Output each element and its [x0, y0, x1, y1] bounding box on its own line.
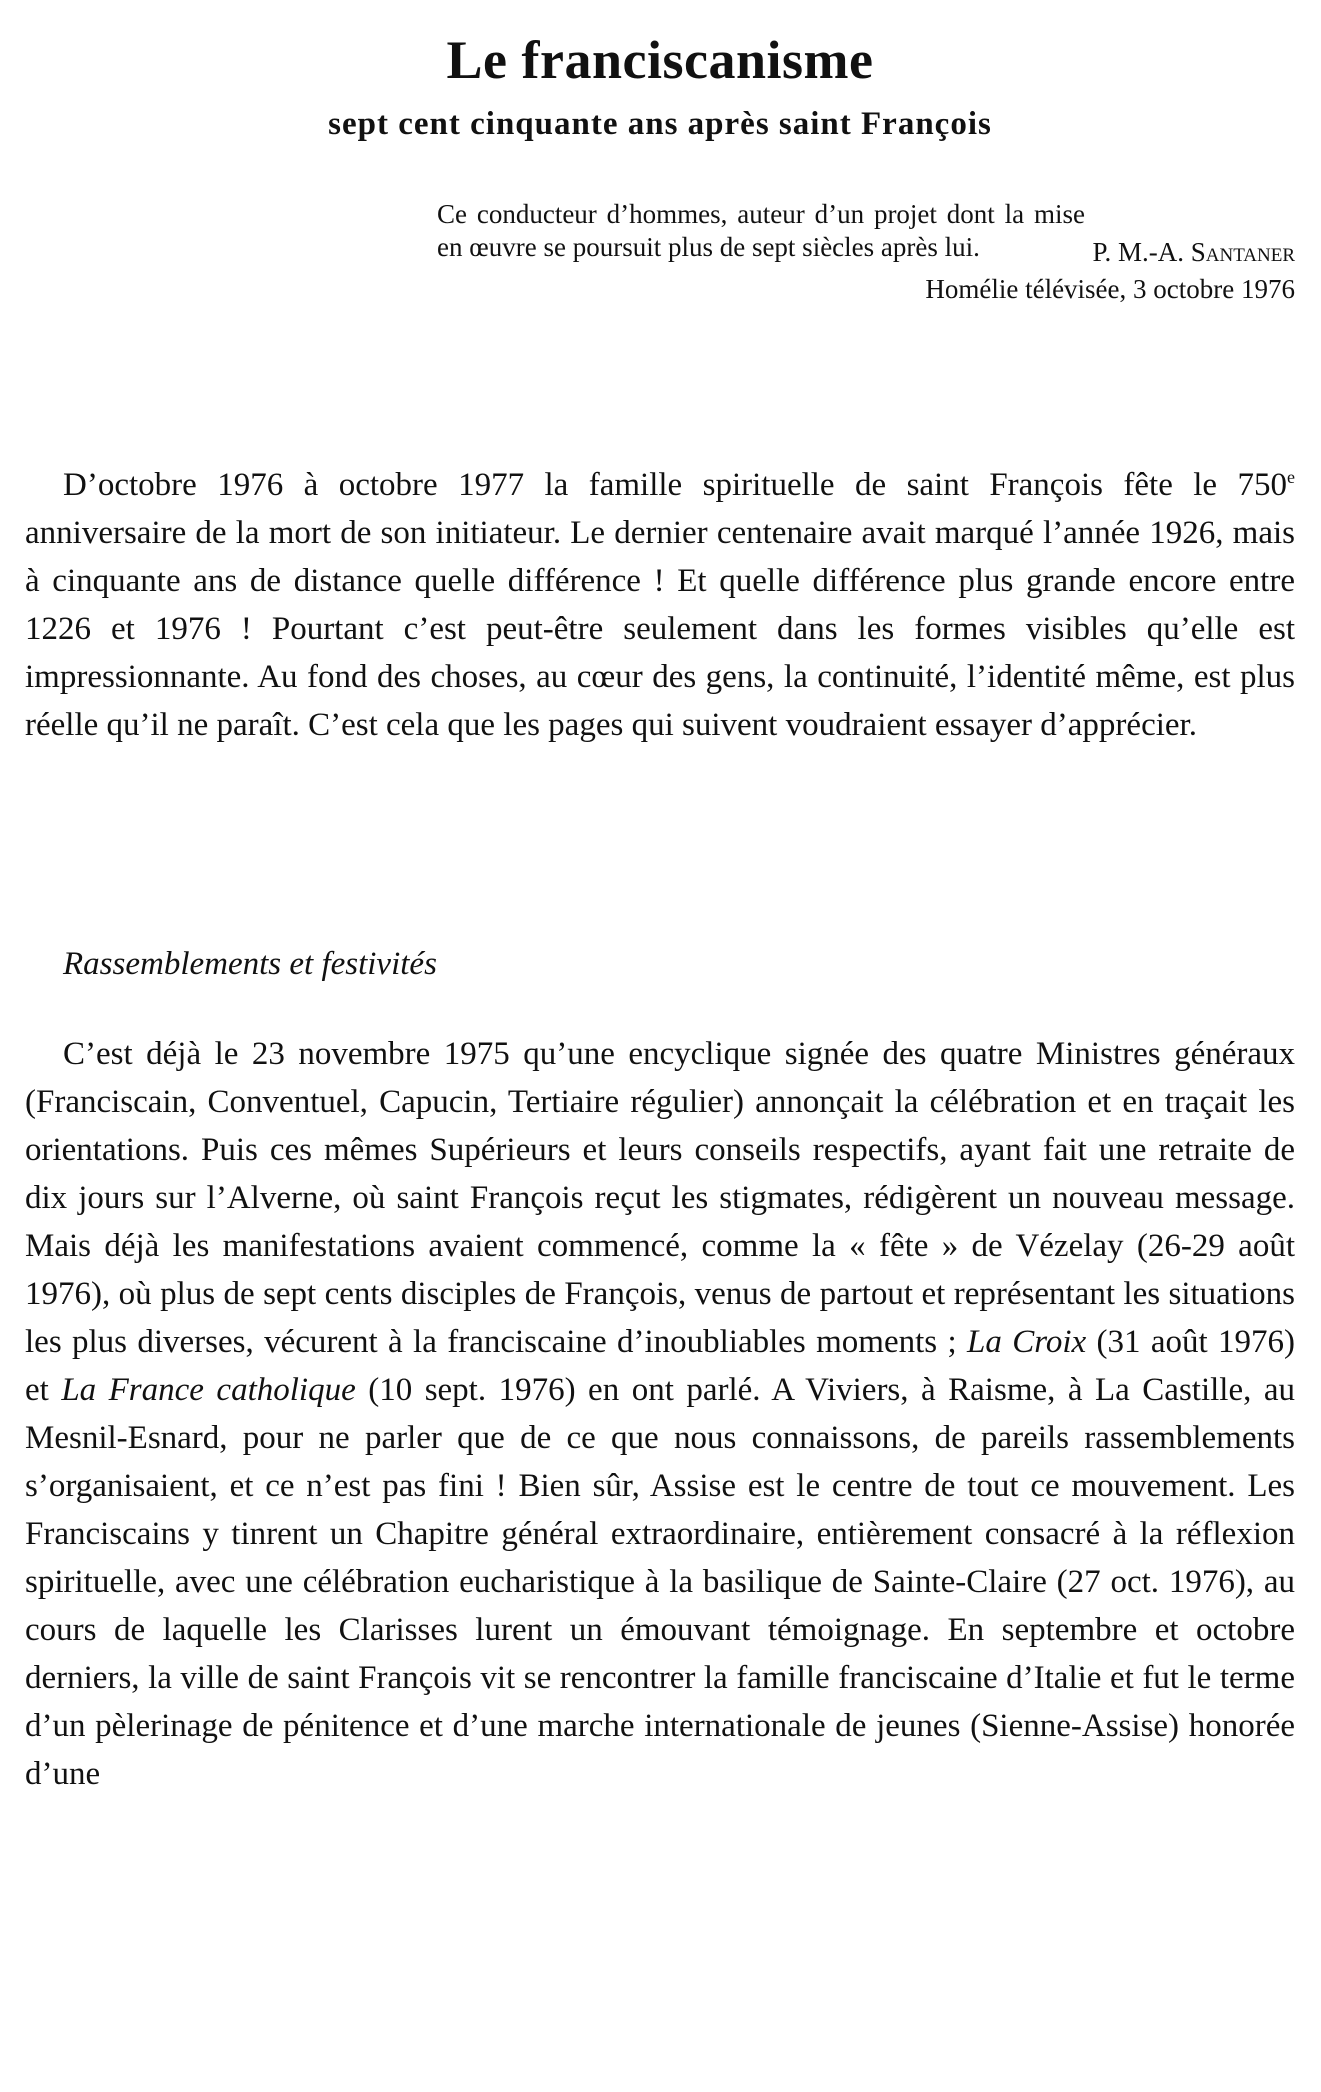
page-subtitle: sept cent cinquante ans après saint François: [328, 106, 992, 142]
intro-text-part1: D’octobre 1976 à octobre 1977 la famille spirituelle de saint François fête le 750: [63, 467, 1287, 503]
ordinal-suffix: e: [1287, 467, 1295, 487]
epigraph-author-surname: Santaner: [1190, 237, 1295, 267]
journal-title: La Croix: [967, 1324, 1087, 1360]
section-paragraph: [25, 1030, 1295, 1798]
epigraph-source: Homélie télévisée, 3 octobre 1976: [925, 274, 1295, 304]
epigraph-author-initials: P. M.-A.: [1092, 237, 1191, 267]
section-heading: Rassemblements et festivités: [63, 946, 437, 982]
section-text-part2: (31 août 1976) et: [25, 1324, 1296, 1408]
intro-paragraph: [25, 461, 1295, 749]
page-title: Le franciscanisme: [446, 30, 874, 90]
journal-title: La France catholique: [61, 1372, 356, 1408]
section-text-part3: (10 sept. 1976) en ont parlé. A Viviers, à Raisme, à La Castille, au Mesnil-Esnard, pour ne parler que de ce que nous connaissons, de pareils rassemblements s’organisaient, et ce n’est pas fini ! Bien sûr, Assise est le centre de tout ce mouvement. Les Franciscains y tinrent un Chapitre général extraordinaire, entièrement consacré à la réflexion spirituelle, avec une célébration eucharistique à la basilique de Sainte-Claire (27 oct. 1976), au cours de laquelle les Clarisses lurent un émouvant témoignage. En septembre et octobre derniers, la ville de saint François vit se rencontrer la famille franciscaine d’Italie et fut le terme d’un pèlerinage de pénitence et d’une marche internationale de jeunes (Sienne-Assise) honorée d’une: [25, 1372, 1295, 1792]
intro-text-part2: anniversaire de la mort de son initiateur. Le dernier centenaire avait marqué l’année 1926, mais à cinquante ans de distance quelle différence ! Et quelle différence plus grande encore entre 1226 et 1976 ! Pourtant c’est peut-être seulement dans les formes visibles qu’elle est impressionnante. Au fond des choses, au cœur des gens, la continuité, l’identité même, est plus réelle qu’il ne paraît. C’est cela que les pages qui suivent voudraient essayer d’apprécier.: [25, 515, 1295, 743]
section-text-part1: C’est déjà le 23 novembre 1975 qu’une encyclique signée des quatre Ministres généraux (Franciscain, Conventuel, Capucin, Tertiaire régulier) annonçait la célébration et en traçait les orientations. Puis ces mêmes Supérieurs et leurs conseils respectifs, ayant fait une retraite de dix jours sur l’Alverne, où saint François reçut les stigmates, rédigèrent un nouveau message. Mais déjà les manifestations avaient commencé, comme la « fête » de Vézelay (26-29 août 1976), où plus de sept cents disciples de François, venus de partout et représentant les situations les plus diverses, vécurent à la franciscaine d’inoubliables moments ;: [25, 1036, 1295, 1360]
epigraph: [437, 198, 1295, 308]
epigraph-quote: Ce conducteur d’hommes, auteur d’un projet dont la mise en œuvre se poursuit plus de sept siècles après lui.: [437, 199, 1085, 262]
